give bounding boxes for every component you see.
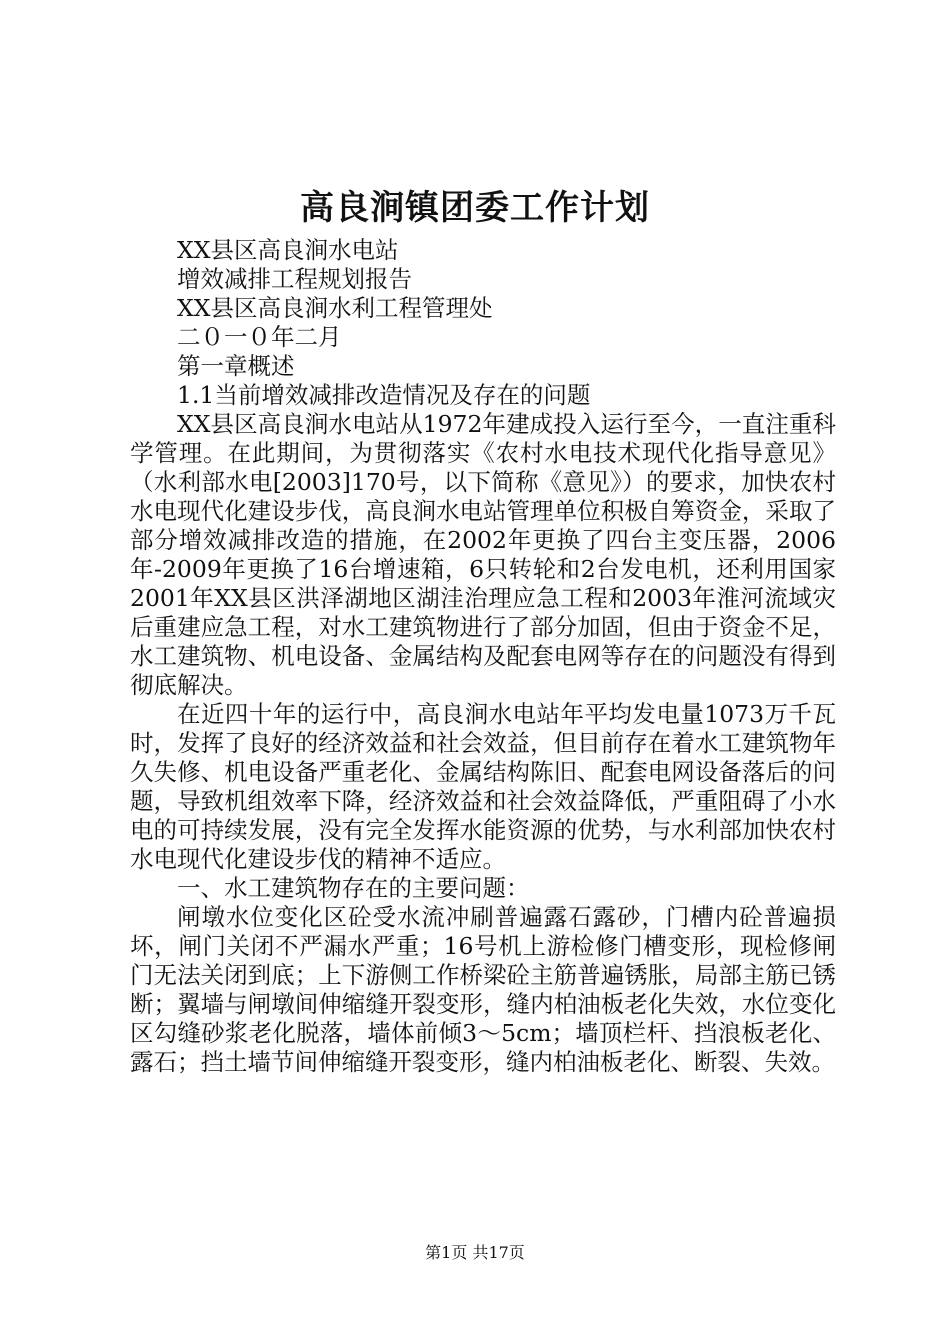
page-title: 高良涧镇团委工作计划	[300, 188, 650, 228]
page-footer: 第1页 共17页	[425, 1243, 525, 1262]
body-paragraph: 闸墩水位变化区砼受水流冲刷普遍露石露砂，门槽内砼普遍损坏，闸门关闭不严漏水严重；16号机上游检修门槽变形，现检修闸门无法关闭到底；上下游侧工作桥梁砼主筋普遍锈胀，局部主筋已锈断；翼墙与闸墩间伸缩缝开裂变形，缝内柏油板老化失效，水位变化区勾缝砂浆老化脱落，墙体前倾3～5cm；墙顶栏杆、挡浪板老化、露石；挡土墙节间伸缩缝开裂变形，缝内柏油板老化、断裂、失效。	[130, 903, 836, 1076]
body-paragraph: 在近四十年的运行中，高良涧水电站年平均发电量1073万千瓦时，发挥了良好的经济效益和社会效益，但目前存在着水工建筑物年久失修、机电设备严重老化、金属结构陈旧、配套电网设备落后的问题，导致机组效率下降，经济效益和社会效益降低，严重阻碍了小水电的可持续发展，没有完全发挥水能资源的优势，与水利部加快农村水电现代化建设步伐的精神不适应。	[130, 700, 836, 873]
chapter-heading: 第一章概述	[177, 352, 295, 380]
section-heading: 1.1当前增效减排改造情况及存在的问题	[177, 381, 591, 409]
heading-line: XX县区高良涧水利工程管理处	[177, 294, 493, 322]
heading-line: XX县区高良涧水电站	[177, 236, 399, 264]
body-paragraph: XX县区高良涧水电站从1972年建成投入运行至今，一直注重科学管理。在此期间，为贯彻落实《农村水电技术现代化指导意见》（水利部水电[2003]170号，以下简称《意见》）的要求，加快农村水电现代化建设步伐，高良涧水电站管理单位积极自筹资金，采取了部分增效减排改造的措施，在2002年更换了四台主变压器，2006年-2009年更换了16台增速箱，6只转轮和2台发电机，还利用国家2001年XX县区洪泽湖地区湖洼治理应急工程和2003年淮河流域灾后重建应急工程，对水工建筑物进行了部分加固，但由于资金不足，水工建筑物、机电设备、金属结构及配套电网等存在的问题没有得到彻底解决。	[130, 410, 836, 699]
heading-line: 二０一０年二月	[177, 323, 342, 351]
document-body	[130, 236, 836, 1077]
heading-line: 增效减排工程规划报告	[177, 265, 412, 293]
subsection-heading: 一、水工建筑物存在的主要问题：	[177, 874, 530, 902]
